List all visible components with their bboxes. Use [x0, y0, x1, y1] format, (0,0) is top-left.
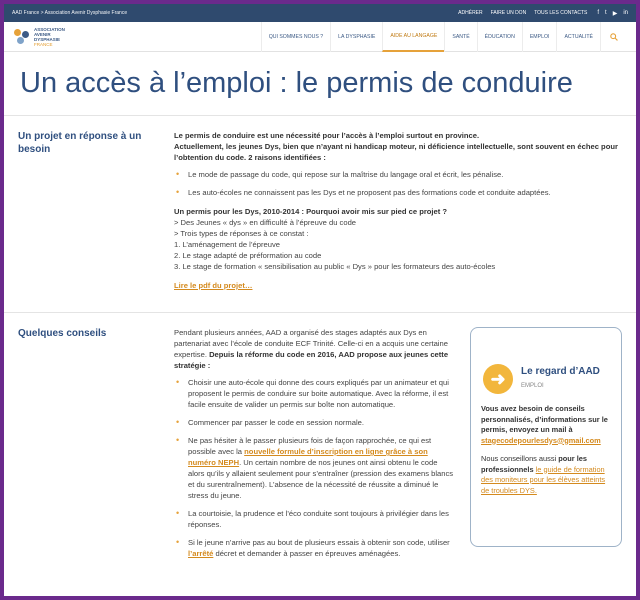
sidebox-text: Vous avez besoin de conseils personnalisés, d’informations sur le permis, envoyez un mail à — [481, 404, 608, 434]
logo-text: ASSOCIATION AVENIR DYSPHASIE FRANCE — [34, 26, 65, 47]
list-item: • Si le jeune n’arrive pas au bout de plusieurs essais à obtenir son code, utiliser l’arrêté décret et demander à passer en épreuves aménagées. — [174, 537, 456, 559]
menu-item-sante[interactable]: SANTÉ — [444, 22, 476, 52]
page-title: Un accès à l’emploi : le permis de conduire — [4, 52, 636, 116]
sidebox-title: Le regard d’AAD — [521, 366, 600, 377]
arrete-link[interactable]: l’arrêté — [188, 549, 214, 558]
search-icon[interactable] — [600, 22, 626, 52]
menu-item-qui-sommes-nous[interactable]: QUI SOMMES NOUS ? — [261, 22, 330, 52]
menu-item-aide-au-langage[interactable]: AIDE AU LANGAGE — [382, 22, 444, 52]
neph-link[interactable]: nouvelle formule d’inscription en ligne grâce à son numéro NEPH — [188, 447, 428, 467]
logo-mark-icon — [14, 29, 30, 45]
arrow-right-icon: ➜ — [483, 364, 513, 394]
intro-text: Le permis de conduire est une nécessité pour l’accès à l’emploi surtout en province. — [174, 131, 480, 140]
sidebox-regard — [470, 327, 622, 547]
facebook-icon[interactable]: f — [597, 9, 600, 16]
main-nav — [4, 22, 636, 52]
email-link[interactable]: stagecodepourlesdys@gmail.com — [481, 435, 601, 445]
list-item: • Commencer par passer le code en session normale. — [174, 417, 456, 428]
contacts-link[interactable]: TOUS LES CONTACTS — [534, 10, 588, 16]
intro-text: Actuellement, les jeunes Dys, bien que n’ayant ni handicap moteur, ni déficience intellectuelle, sont souvent en échec pour l’obtention du code. 2 raisons identifiées : — [174, 142, 618, 162]
line-text: > Trois types de réponses à ce constat : — [174, 229, 309, 238]
menu-item-emploi[interactable]: EMPLOI — [522, 22, 557, 52]
intro-bold-text: Depuis la réforme du code en 2016, AAD propose aux jeunes cette stratégie : — [174, 350, 449, 370]
linkedin-icon[interactable]: in — [623, 9, 628, 16]
donate-link[interactable]: FAIRE UN DON — [490, 10, 527, 16]
list-item: • Le mode de passage du code, qui repose sur la maîtrise du langage oral et écrit, les pénalise. — [174, 169, 622, 180]
section-projet — [4, 116, 636, 313]
list-item: • Choisir une auto-école qui donne des cours expliqués par un animateur et qui proposent le permis de conduire sur boite automatique. Avec la réforme, il est facile ensuite de valider un permis sur boîte non automatique. — [174, 377, 456, 410]
line-text: > Des Jeunes « dys » en difficulté à l’épreuve du code — [174, 218, 357, 227]
sidebox-subtitle: EMPLOI — [521, 382, 544, 389]
menu-bar — [214, 22, 626, 52]
list-item: • Les auto-écoles ne connaissent pas les Dys et ne proposent pas des formations code et conduite adaptées. — [174, 187, 622, 198]
sidebox-text: pour les professionnels — [481, 454, 587, 474]
intro-text: Pendant plusieurs années, AAD a organisé des stages adaptés aux Dys en partenariat avec l’école de conduite ECF Trinité. Celle-ci en a acquis une certaine expertise. — [174, 328, 448, 359]
adherer-link[interactable]: ADHÉRER — [458, 10, 483, 16]
menu-item-la-dysphasie[interactable]: LA DYSPHASIE — [330, 22, 382, 52]
section-conseils — [4, 313, 636, 567]
list-item: • Ne pas hésiter à le passer plusieurs fois de façon rapprochée, ce qui est possible avec la nouvelle formule d’inscription en ligne grâce à son numéro NEPH. Un certain nombre de nos jeunes ont ainsi obtenu le code alors qu’ils y allaient seulement pour s’entraîner (pression des examens blancs et du surentraînement). L’absence de la nécessité de réussite a diminué le stress du jeune. — [174, 435, 456, 501]
sidebox-text: Nous conseillons aussi — [481, 454, 557, 463]
youtube-icon[interactable]: ▶ — [612, 10, 618, 17]
menu-item-actualite[interactable]: ACTUALITÉ — [556, 22, 600, 52]
line-text: 3. Le stage de formation « sensibilisation au public « Dys » pour les formateurs des auto-écoles — [174, 262, 496, 271]
list-item: • La courtoisie, la prudence et l’éco conduite sont toujours à privilégier dans les réponses. — [174, 508, 456, 530]
top-bar — [4, 4, 636, 22]
menu-item-education[interactable]: ÉDUCATION — [477, 22, 522, 52]
pdf-link[interactable]: Lire le pdf du projet… — [174, 281, 253, 290]
logo[interactable] — [14, 27, 214, 47]
section-heading: Un projet en réponse à un besoin — [18, 131, 142, 155]
subheading: Un permis pour les Dys, 2010-2014 : Pourquoi avoir mis sur pied ce projet ? — [174, 207, 448, 216]
twitter-icon[interactable]: t — [605, 9, 607, 16]
line-text: 2. Le stage adapté de préformation au code — [174, 251, 322, 260]
section-heading: Quelques conseils — [18, 328, 107, 339]
breadcrumb: AAD France > Association Avenir Dysphasie France — [12, 10, 128, 16]
guide-link[interactable]: le guide de formation des moniteurs pour les élèves atteints de troubles DYS. — [481, 464, 606, 495]
line-text: 1. L’aménagement de l’épreuve — [174, 240, 280, 249]
page-frame — [4, 4, 636, 596]
